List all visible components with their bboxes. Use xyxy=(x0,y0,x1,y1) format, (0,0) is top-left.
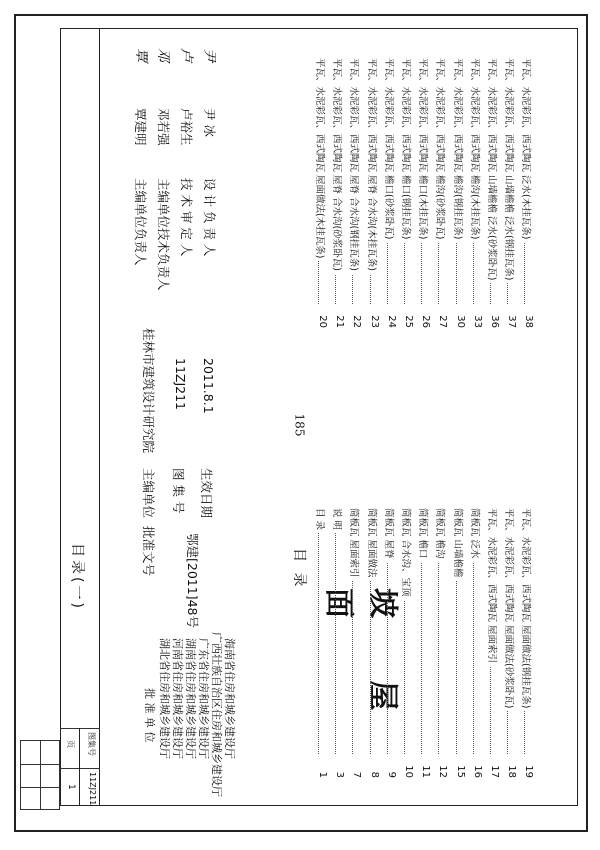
toc-row xyxy=(349,58,362,328)
toc-row xyxy=(401,508,414,778)
responsible-role-3: 技 术 审 定 人 xyxy=(179,178,194,257)
responsible-name-1: 覃建明 xyxy=(133,108,148,146)
rotated-sheet xyxy=(60,28,578,806)
approval-unit-2: 河南省住房和城乡建设厅 xyxy=(171,638,184,759)
toc-label: 说 明 xyxy=(331,508,342,533)
responsible-role-4: 设 计 负 责 人 xyxy=(202,178,217,257)
toc-row xyxy=(470,508,483,778)
toc-label: 平瓦、水泥彩瓦、西式陶瓦 屋面做法(钢挂瓦条) xyxy=(520,508,531,711)
atlas-no-label: 图集号 xyxy=(87,732,96,756)
atlas-no-value: 11ZJ211 xyxy=(88,772,97,806)
toc-page: 7 xyxy=(351,756,362,778)
toc-label: 平瓦、水泥彩瓦、西式陶瓦 檐口(木挂瓦条) xyxy=(417,58,428,242)
toc-page: 3 xyxy=(334,756,345,778)
toc-page: 9 xyxy=(386,756,397,778)
toc-row xyxy=(349,508,362,778)
toc-label: 简板瓦 山墙檐檐 xyxy=(452,508,463,581)
toc-row xyxy=(418,58,431,328)
toc-label: 目 录 xyxy=(314,508,325,533)
toc-page: 37 xyxy=(506,306,517,328)
toc-page: 27 xyxy=(437,306,448,328)
page-number: 185 xyxy=(292,413,307,437)
doc-no-value: 鄂建[2011]48号 xyxy=(185,533,200,628)
approval-unit-5: 广西壮族自治区住房和城乡建设厅 xyxy=(210,632,223,797)
toc-row xyxy=(470,58,483,328)
toc-label: 平瓦、水泥彩瓦、西式陶瓦 檐口(钢挂瓦条) xyxy=(400,58,411,242)
toc-label: 平瓦、水泥彩瓦、西式陶瓦 屋脊 合水沟(木挂瓦条) xyxy=(366,58,377,274)
responsible-name-4: 尹 冰 xyxy=(202,108,217,137)
signature-mark: 邓 xyxy=(155,48,171,62)
toc-page: 17 xyxy=(489,756,500,778)
page-value: 1 xyxy=(66,784,76,790)
toc-page: 11 xyxy=(420,756,431,778)
toc-row xyxy=(332,58,345,328)
title-block-top-line xyxy=(99,28,100,806)
toc-row xyxy=(367,508,380,778)
toc-page: 30 xyxy=(455,306,466,328)
toc-row xyxy=(418,508,431,778)
toc-label: 平瓦、水泥彩瓦、西式陶瓦 屋面做法(砂浆卧瓦) xyxy=(503,508,514,711)
toc-row xyxy=(504,508,517,778)
toc-row xyxy=(332,508,345,778)
toc-label: 平瓦、水泥彩瓦、西式陶瓦 山墙檐檐 泛水(钢挂瓦条) xyxy=(503,58,514,283)
toc-row xyxy=(504,58,517,328)
toc-page: 36 xyxy=(489,306,500,328)
toc-page: 33 xyxy=(472,306,483,328)
toc-row xyxy=(384,508,397,778)
page-label: 页 xyxy=(66,740,75,748)
toc-page: 26 xyxy=(420,306,431,328)
toc-label: 平瓦、水泥彩瓦、西式陶瓦 屋脊 合水沟(砂浆卧瓦) xyxy=(331,58,342,274)
toc-page: 1 xyxy=(317,756,328,778)
toc-label: 简板瓦 屋脊 xyxy=(383,508,394,562)
effective-label: 生效日期 xyxy=(199,468,214,519)
toc-row xyxy=(384,58,397,328)
toc-page: 12 xyxy=(437,756,448,778)
toc-row xyxy=(435,508,448,778)
signature-mark: 覃 xyxy=(133,48,149,62)
toc-page: 18 xyxy=(506,756,517,778)
toc-page: 19 xyxy=(523,756,534,778)
toc-row xyxy=(521,58,534,328)
editor-unit-label: 主编单位 xyxy=(141,468,156,519)
atlas-label: 图 集 号 xyxy=(171,468,186,514)
toc-page: 16 xyxy=(472,756,483,778)
toc-row xyxy=(487,508,500,778)
toc-page: 23 xyxy=(369,306,380,328)
toc-label: 平瓦、水泥彩瓦、西式陶瓦 屋面做法(木挂瓦条) xyxy=(314,58,325,261)
drawing-name: 目录(一) xyxy=(69,543,85,611)
approval-unit-6: 海南省住房和城乡建设厅 xyxy=(223,638,236,759)
signature-strip xyxy=(20,740,60,810)
toc-label: 平瓦、水泥彩瓦、西式陶瓦 檐沟(木挂瓦条) xyxy=(469,58,480,242)
effective-value: 2011.8.1 xyxy=(201,358,216,414)
signature-mark: 卢 xyxy=(178,48,194,62)
toc-label: 简板瓦 泛水 xyxy=(469,508,480,562)
toc-page: 25 xyxy=(403,306,414,328)
toc-row xyxy=(487,58,500,328)
responsible-name-3: 卢裕生 xyxy=(179,108,194,146)
toc-page: 10 xyxy=(403,756,414,778)
atlas-value: 11ZJ211 xyxy=(173,358,188,411)
toc-row xyxy=(367,58,380,328)
toc-row xyxy=(315,58,328,328)
responsible-role-2: 主编单位技术负责人 xyxy=(156,178,171,291)
toc-label: 平瓦、水泥彩瓦、西式陶瓦 泛水(木挂瓦条) xyxy=(520,58,531,242)
responsible-name-2: 邓若强 xyxy=(156,108,171,146)
toc-label: 平瓦、水泥彩瓦、西式陶瓦 山墙檐檐 泛水(砂浆卧瓦) xyxy=(486,58,497,283)
toc-label: 平瓦、水泥彩瓦、西式陶瓦 檐沟(钢挂瓦条) xyxy=(452,58,463,242)
responsible-role-1: 主编单位负责人 xyxy=(133,178,148,266)
toc-row xyxy=(435,58,448,328)
toc-label: 平瓦、水泥彩瓦、西式陶瓦 屋脊 合水沟(钢挂瓦条) xyxy=(348,58,359,274)
toc-label: 简板瓦 屋面索引 xyxy=(348,508,359,581)
toc-label: 简板瓦 合水沟、宝顶 xyxy=(400,508,411,600)
toc-label: 简板瓦 屋面做法 xyxy=(366,508,377,581)
units-label: 批 准 单 位 xyxy=(143,688,156,743)
toc-row xyxy=(401,58,414,328)
toc-label: 平瓦、水泥彩瓦、西式陶瓦 屋面索引 xyxy=(486,508,497,666)
toc-page: 21 xyxy=(334,306,345,328)
approval-unit-3: 湖南省住房和城乡建设厅 xyxy=(184,638,197,759)
approval-unit-1: 湖北省住房和城乡建设厅 xyxy=(158,638,171,759)
toc-page: 20 xyxy=(317,306,328,328)
toc-label: 简板瓦 檐沟 xyxy=(434,508,445,562)
toc-row xyxy=(521,508,534,778)
toc-page: 24 xyxy=(386,306,397,328)
toc-heading: 目 录 xyxy=(291,548,307,590)
toc-row xyxy=(315,508,328,778)
approval-unit-4: 广东省住房和城乡建设厅 xyxy=(197,638,210,759)
toc-label: 平瓦、水泥彩瓦、西式陶瓦 檐沟(砂浆卧瓦) xyxy=(434,58,445,242)
editor-unit-value: 桂林市建筑设计研究院 xyxy=(141,328,156,454)
toc-row xyxy=(453,508,466,778)
toc-page: 8 xyxy=(369,756,380,778)
toc-label: 平瓦、水泥彩瓦、西式陶瓦 檐口(砂浆卧瓦) xyxy=(383,58,394,242)
toc-page: 38 xyxy=(523,306,534,328)
main-title: 坡 屋 面 xyxy=(321,588,400,737)
toc-label: 简板瓦 檐口 xyxy=(417,508,428,562)
toc-page: 15 xyxy=(455,756,466,778)
toc-row xyxy=(453,58,466,328)
doc-no-label: 批准文号 xyxy=(141,526,156,577)
toc-page: 22 xyxy=(351,306,362,328)
signature-mark: 尹 xyxy=(201,48,217,62)
